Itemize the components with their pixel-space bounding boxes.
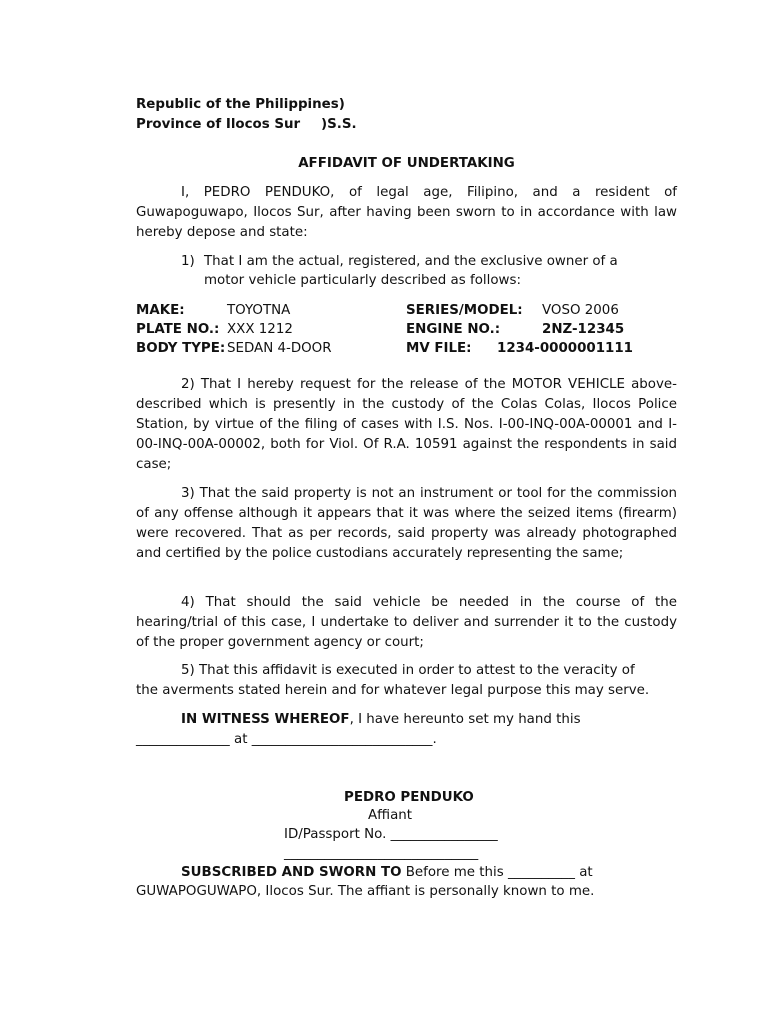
item4-paragraph: 4) That should the said vehicle be needed in the course of the hearing/trial of this case, I undertake to deliver and surrender it to the custody of the proper government agency or court; [136,595,677,650]
plate-value: XXX 1212 [227,322,293,337]
witness-rest: , I have hereunto set my hand this [349,712,581,727]
mv-file-label: MV FILE: [406,341,472,356]
engine-value: 2NZ-12345 [542,322,625,337]
engine-label: ENGINE NO.: [406,322,501,337]
header-republic: Republic of the Philippines) [136,97,345,112]
witness-paragraph [136,710,677,730]
item2-paragraph: 2) That I hereby request for the release of the MOTOR VEHICLE above-described which is presently in the custody of the Colas Colas, Ilocos Police Station, by virtue of the filing of cases with I.S. Nos. I-00-INQ-00A-00001 and I-00-INQ-00A-00002, both for Viol. Of R.A. 10591 against the respondents in said case; [136,377,677,472]
item1-text-line2: motor vehicle particularly described as follows: [204,273,521,288]
mv-file-value: 1234-0000001111 [497,341,633,356]
witness-date-place-line: ______________ at ___________________________. [136,732,437,747]
item5-line1: 5) That this affidavit is executed in order to attest to the veracity of [181,663,635,678]
item1-text-line1: That I am the actual, registered, and the exclusive owner of a [204,254,618,269]
body-type-value: SEDAN 4-DOOR [227,341,332,356]
header-province: Province of Ilocos Sur [136,117,301,132]
series-label: SERIES/MODEL: [406,303,523,318]
header-ss: )S.S. [321,117,357,132]
signature-blank-line: _____________________________ [284,846,479,861]
body-type-label: BODY TYPE: [136,341,226,356]
make-value: TOYOTNA [227,303,291,318]
item1-number: 1) [181,254,195,269]
id-passport-line: ID/Passport No. ________________ [284,827,498,842]
intro-paragraph: I, PEDRO PENDUKO, of legal age, Filipino, and a resident of Guwapoguwapo, Ilocos Sur, after having been sworn to in accordance with law hereby depose and state: [136,185,677,240]
jurat-line1 [181,863,593,883]
make-label: MAKE: [136,303,185,318]
affiant-role: Affiant [368,808,413,823]
document-title: AFFIDAVIT OF UNDERTAKING [298,156,515,171]
plate-label: PLATE NO.: [136,322,220,337]
item3-paragraph: 3) That the said property is not an instrument or tool for the commission of any offense although it appears that it was where the seized items (firearm) were recovered. That as per records, said property was already photographed and certified by the police custodians accurately representing the same; [136,486,677,561]
jurat-lead: SUBSCRIBED AND SWORN TO [181,865,402,880]
affiant-name: PEDRO PENDUKO [344,790,474,805]
jurat-line2: GUWAPOGUWAPO, Ilocos Sur. The affiant is personally known to me. [136,884,595,899]
witness-lead: IN WITNESS WHEREOF [181,712,350,727]
item5-line2: the averments stated herein and for whatever legal purpose this may serve. [136,683,650,698]
series-value: VOSO 2006 [542,303,619,318]
jurat-rest: Before me this __________ at [401,865,593,880]
